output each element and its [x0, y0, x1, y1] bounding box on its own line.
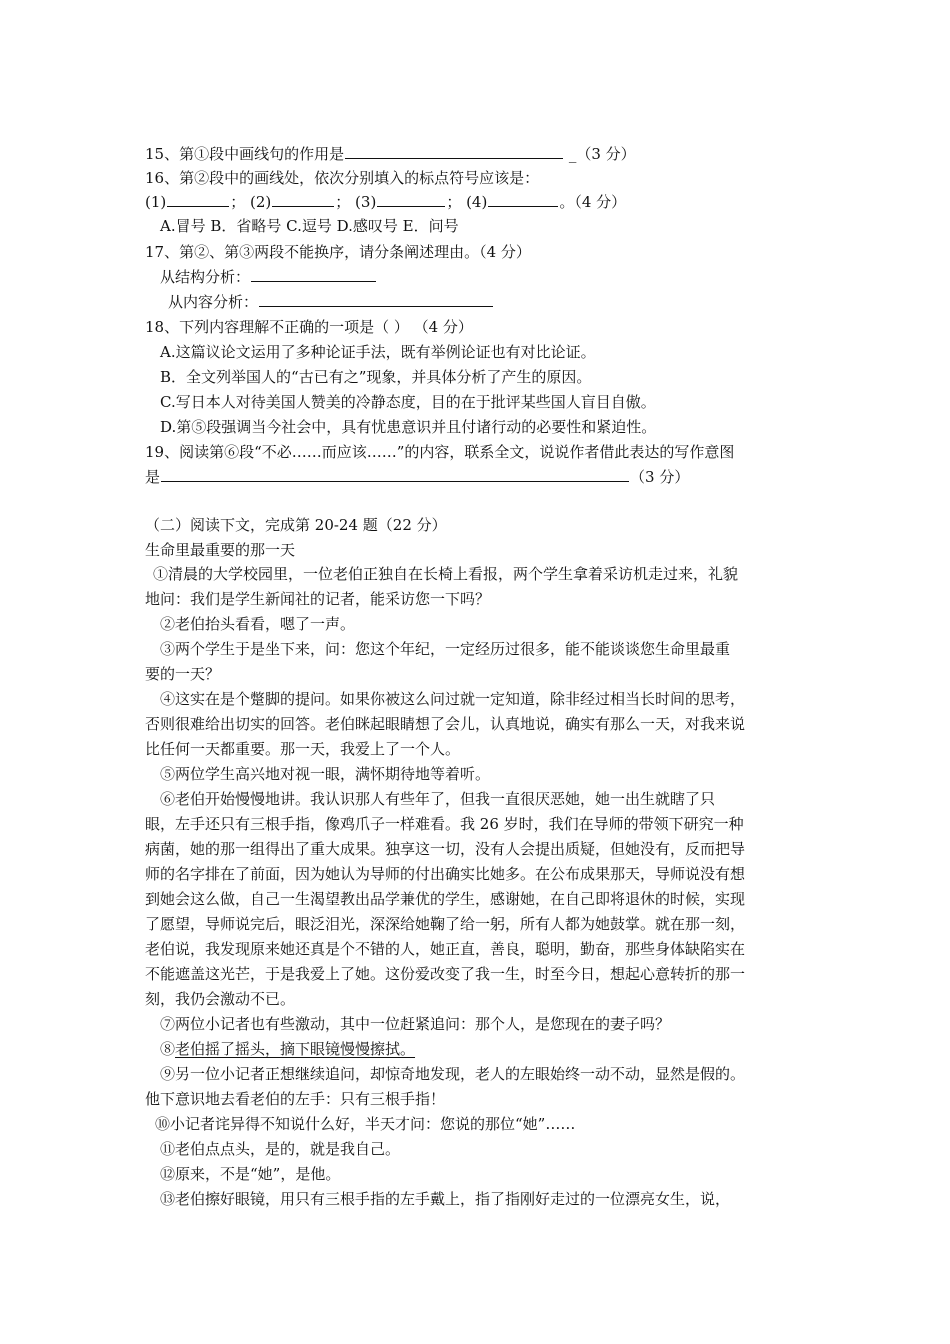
option-c: C.写日本人对待美国人赞美的冷静态度，目的在于批评某些国人盲目自傲。 — [160, 393, 656, 411]
answer-blank[interactable] — [488, 190, 558, 207]
paragraph-line: ⑬老伯擦好眼镜，用只有三根手指的左手戴上，指了指刚好走过的一位漂亮女生，说， — [160, 1190, 731, 1208]
question-16-blanks: (1) ； (2) ； (3) ； (4) 。（4 分） — [145, 190, 626, 214]
article-title: 生命里最重要的那一天 — [145, 541, 296, 559]
paragraph-line: ⑥老伯开始慢慢地讲。我认识那人有些年了，但我一直很厌恶她，她一出生就瞎了只 — [160, 790, 716, 808]
paragraph-line: 刻，我仍会激动不已。 — [145, 990, 296, 1008]
question-16-options: A.冒号 B．省略号 C.逗号 D.感叹号 E．问号 — [160, 217, 459, 235]
option-a: A.这篇议论文运用了多种论证手法，既有举例论证也有对比论证。 — [160, 343, 596, 361]
paragraph-line: 老伯说，我发现原来她还真是个不错的人，她正直，善良，聪明，勤奋，那些身体缺陷实在 — [145, 940, 746, 958]
paragraph-line: 要的一天？ — [145, 665, 221, 683]
paragraph-line: ⑪老伯点点头，是的，就是我自己。 — [160, 1140, 401, 1158]
answer-blank[interactable] — [259, 290, 493, 307]
answer-blank[interactable] — [167, 190, 229, 207]
paragraph-line: ③两个学生于是坐下来，问：您这个年纪，一定经历过很多，能不能谈谈您生命里最重 — [160, 640, 731, 658]
answer-blank[interactable] — [272, 190, 334, 207]
paragraph-line: ⑫原来，不是“她”，是他。 — [160, 1165, 341, 1183]
paragraph-line-underlined: ⑧老伯摇了摇头，摘下眼镜慢慢擦拭。 — [160, 1040, 416, 1058]
question-19-answer: 是 （3 分） — [145, 465, 689, 489]
paragraph-line: ②老伯抬头看看，嗯了一声。 — [160, 615, 356, 633]
paragraph-line: ⑩小记者诧异得不知说什么好，半天才问：您说的那位“她”…… — [155, 1115, 576, 1133]
option-b: B．全文列举国人的“古已有之”现象，并具体分析了产生的原因。 — [160, 368, 592, 386]
section-heading: （二）阅读下文，完成第 20-24 题（22 分） — [145, 516, 447, 534]
paragraph-line: 否则很难给出切实的回答。老伯眯起眼睛想了会儿，认真地说，确实有那么一天，对我来说 — [145, 715, 746, 733]
paragraph-line: 了愿望，导师说完后，眼泛泪光，深深给她鞠了给一躬，所有人都为她鼓掌。就在那一刻， — [145, 915, 746, 933]
question-19: 19、阅读第⑥段“不必……而应该……”的内容，联系全文，说说作者借此表达的写作意图 — [145, 443, 735, 461]
paragraph-line: 地问：我们是学生新闻社的记者，能采访您一下吗？ — [145, 590, 491, 608]
question-17-structure: 从结构分析： — [160, 265, 377, 289]
question-16: 16、第②段中的画线处，依次分别填入的标点符号应该是： — [145, 169, 540, 187]
question-15: 15、第①段中画线句的作用是 _（3 分） — [145, 142, 636, 166]
paragraph-line: 师的名字排在了前面，因为她认为导师的付出确实比她多。在公布成果那天，导师说没有想 — [145, 865, 746, 883]
answer-blank[interactable] — [377, 190, 445, 207]
paragraph-line: ①清晨的大学校园里，一位老伯正独自在长椅上看报，两个学生拿着采访机走过来，礼貌 — [153, 565, 739, 583]
paragraph-line: 不能遮盖这光芒，于是我爱上了她。这份爱改变了我一生，时至今日，想起心意转折的那一 — [145, 965, 746, 983]
question-17-content: 从内容分析： — [168, 290, 494, 314]
question-17: 17、第②、第③两段不能换序，请分条阐述理由。（4 分） — [145, 243, 531, 261]
paragraph-line: 病菌，她的那一组得出了重大成果。独享这一切，没有人会提出质疑，但她没有，反而把导 — [145, 840, 746, 858]
answer-blank[interactable] — [161, 465, 629, 482]
option-d: D.第⑤段强调当今社会中，具有忧患意识并且付诸行动的必要性和紧迫性。 — [160, 418, 657, 436]
answer-blank[interactable] — [251, 265, 376, 282]
paragraph-line: ④这实在是个蹩脚的提问。如果你被这么问过就一定知道，除非经过相当长时间的思考， — [160, 690, 746, 708]
paragraph-line: ⑨另一位小记者正想继续追问，却惊奇地发现，老人的左眼始终一动不动，显然是假的。 — [160, 1065, 746, 1083]
paragraph-line: 比任何一天都重要。那一天，我爱上了一个人。 — [145, 740, 461, 758]
underlined-sentence: 老伯摇了摇头，摘下眼镜慢慢擦拭。 — [175, 1040, 416, 1058]
question-18: 18、下列内容理解不正确的一项是（ ） （4 分） — [145, 318, 473, 336]
paragraph-line: ⑤两位学生高兴地对视一眼，满怀期待地等着听。 — [160, 765, 491, 783]
paragraph-line: 眼，左手还只有三根手指，像鸡爪子一样难看。我 26 岁时，我们在导师的带领下研究一种 — [145, 815, 744, 833]
paragraph-line: 到她会这么做，自己一生渴望教出品学兼优的学生，感谢她，在自己即将退休的时候，实现 — [145, 890, 746, 908]
paragraph-line: 他下意识地去看老伯的左手：只有三根手指！ — [145, 1090, 446, 1108]
paragraph-line: ⑦两位小记者也有些激动，其中一位赶紧追问：那个人，是您现在的妻子吗？ — [160, 1015, 671, 1033]
answer-blank[interactable] — [345, 142, 563, 159]
